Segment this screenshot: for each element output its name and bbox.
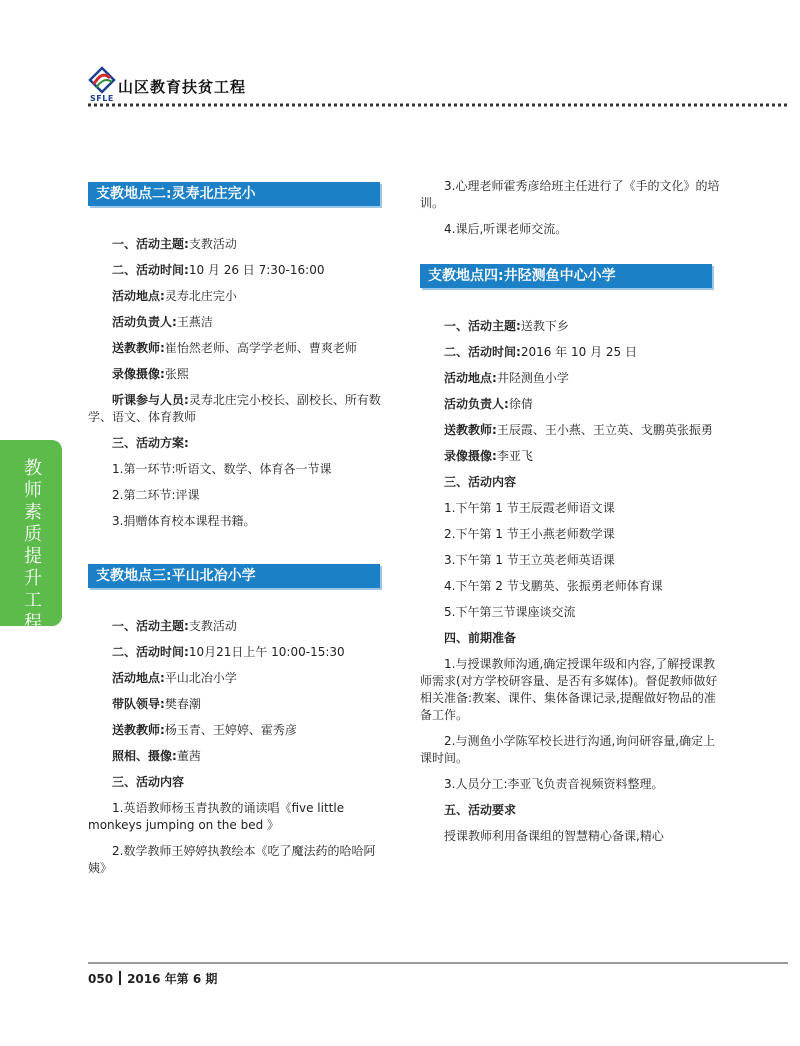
s2-line-leader: 活动负责人:王燕洁 xyxy=(112,315,213,329)
s2-line-place: 活动地点:灵寿北庄完小 xyxy=(112,289,237,303)
s3-content-2: 2.数学教师王婷婷执教绘本《吃了魔法药的哈哈阿姨》 xyxy=(88,844,376,875)
s3-line-time: 二、活动时间:10月21日上午 10:00-15:30 xyxy=(112,645,345,659)
s4-prep-3: 3.人员分工:李亚飞负责音视频资料整理。 xyxy=(444,777,664,791)
s2-plan-1: 1.第一环节:听语文、数学、体育各一节课 xyxy=(112,462,332,476)
s2-line-video: 录像摄像:张熙 xyxy=(112,367,189,381)
footer-rule xyxy=(88,962,788,964)
page-header xyxy=(88,66,788,106)
s2-line-time: 二、活动时间:10 月 26 日 7:30-16:00 xyxy=(112,263,325,277)
s2-plan-3: 3.捐赠体育校本课程书籍。 xyxy=(112,514,256,528)
s2-plan-2: 2.第二环节:评课 xyxy=(112,488,200,502)
issue-label: 2016 年第 6 期 xyxy=(127,972,218,986)
footer-separator xyxy=(119,971,121,985)
s4-prep-2: 2.与测鱼小学陈军校长进行沟通,询问研容量,确定上课时间。 xyxy=(420,734,716,765)
left-column xyxy=(88,170,388,886)
s4-line-video: 录像摄像:李亚飞 xyxy=(444,449,533,463)
page-number: 050 xyxy=(88,972,114,986)
s3-content-4: 4.课后,听课老师交流。 xyxy=(444,222,568,236)
s4-line-theme: 一、活动主题:送教下乡 xyxy=(444,319,569,333)
section-3-title: 支教地点三:平山北冶小学 xyxy=(88,564,380,588)
s3-content-3: 3.心理老师霍秀彦给班主任进行了《手的文化》的培训。 xyxy=(420,179,720,210)
s3-line-theme: 一、活动主题:支教活动 xyxy=(112,619,237,633)
s4-line-teachers: 送教教师:王辰霞、王小燕、王立英、戈鹏英张振勇 xyxy=(444,423,713,437)
section-2-title: 支教地点二:灵寿北庄完小 xyxy=(88,182,380,206)
s3-line-leader: 带队领导:樊春潮 xyxy=(112,697,201,711)
s3-content-1: 1.英语教师杨玉青执教的诵读唱《five little monkeys jumping on the bed 》 xyxy=(88,801,345,832)
logo-text: SFLE xyxy=(90,94,114,103)
s2-plan-title: 三、活动方案: xyxy=(112,436,189,450)
s4-content-title: 三、活动内容 xyxy=(444,475,517,489)
s2-line-attendees: 听课参与人员:灵寿北庄完小校长、副校长、所有数学、语文、体育教师 xyxy=(88,393,381,424)
right-column xyxy=(420,178,720,854)
side-tab xyxy=(0,440,62,633)
s4-prep-1: 1.与授课教师沟通,确定授课年级和内容,了解授课教师需求(对方学校研容量、是否有多媒体)。督促教师做好相关准备:教案、课件、集体备课记录,提醒做好物品的准备工作。 xyxy=(420,657,718,722)
s4-content-2: 2.下午第 1 节王小燕老师数学课 xyxy=(444,527,615,541)
s2-line-teachers: 送教教师:崔怡然老师、高学学老师、曹爽老师 xyxy=(112,341,357,355)
section-4-title: 支教地点四:井陉测鱼中心小学 xyxy=(420,264,712,288)
s4-line-time: 二、活动时间:2016 年 10 月 25 日 xyxy=(444,345,637,359)
s4-line-leader: 活动负责人:徐倩 xyxy=(444,397,533,411)
s4-line-place: 活动地点:井陉测鱼小学 xyxy=(444,371,569,385)
s3-line-teachers: 送教教师:杨玉青、王婷婷、霍秀彦 xyxy=(112,723,297,737)
dotted-divider xyxy=(88,101,788,109)
s4-req-1: 授课教师利用备课组的智慧精心备课,精心 xyxy=(444,829,664,843)
s4-content-3: 3.下午第 1 节王立英老师英语课 xyxy=(444,553,615,567)
header-title: 山区教育扶贫工程 xyxy=(118,78,247,96)
s4-req-title: 五、活动要求 xyxy=(444,803,517,817)
s4-content-4: 4.下午第 2 节戈鹏英、张振勇老师体育课 xyxy=(444,579,663,593)
s3-line-photo: 照相、摄像:董茜 xyxy=(112,749,201,763)
s3-content-title: 三、活动内容 xyxy=(112,775,185,789)
s4-content-1: 1.下午第 1 节王辰霞老师语文课 xyxy=(444,501,615,515)
s4-content-5: 5.下午第三节课座谈交流 xyxy=(444,605,576,619)
page-footer xyxy=(88,970,217,987)
s2-line-theme: 一、活动主题:支教活动 xyxy=(112,237,237,251)
s3-line-place: 活动地点:平山北冶小学 xyxy=(112,671,237,685)
side-tab-text: 教师素质提升工程 xyxy=(24,458,42,633)
s4-prep-title: 四、前期准备 xyxy=(444,631,517,645)
